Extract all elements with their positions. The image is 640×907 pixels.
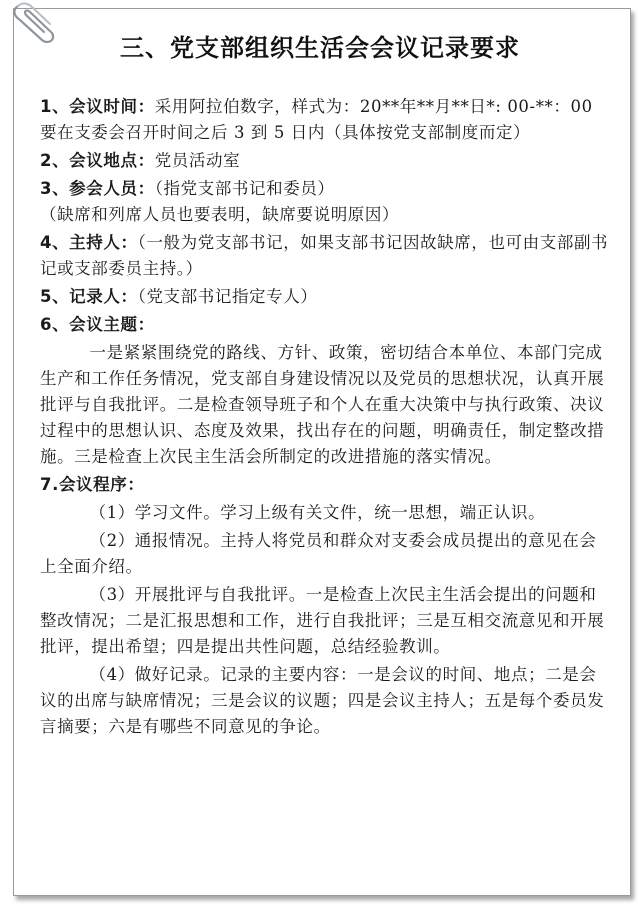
document-title: 三、党支部组织生活会会议记录要求 [120,34,520,62]
item-text: （缺席和列席人员也要表明，缺席要说明原因） [40,205,400,224]
item-meeting-place [40,148,610,174]
procedure-heading-label: 7.会议程序： [40,475,145,494]
item-theme [40,312,610,338]
item-label: 1、会议时间： [40,97,155,116]
item-recorder [40,284,610,310]
paperclip-icon [8,0,58,46]
item-text: （一般为党支部书记，如果支部书记因故缺席，也可由支部副书记或支部委员主持。） [40,233,609,278]
item-text: （指党支部书记和委员） [154,179,335,198]
item-host [40,230,610,282]
procedure-item: （3）开展批评与自我批评。一是检查上次民主生活会提出的问题和整改情况；二是汇报思想和工作，进行自我批评；三是互相交流意见和开展批评，提出希望；四是提出共性问题，总结经验教训。 [40,585,605,656]
item-attendees [40,176,610,202]
procedure-item: （4）做好记录。记录的主要内容：一是会议的时间、地点；二是会议的出席与缺席情况；三是会议的议题；四是会议主持人；五是每个委员发言摘要；六是有哪些不同意见的争论。 [40,665,605,736]
document-body [40,94,610,742]
item-text: 采用阿拉伯数字，样式为：20**年**月**日*: 00-**：00 要在支委会召开时间之后 3 到 5 日内（具体按党支部制度而定） [40,97,593,142]
item-text: 党员活动室 [154,151,241,170]
item-label: 2、会议地点： [40,151,155,170]
item-label: 3、参会人员： [40,179,155,198]
theme-paragraph: 一是紧紧围绕党的路线、方针、政策，密切结合本单位、本部门完成生产和工作任务情况，党支部自身建设情况以及党员的思想状况，认真开展批评与自我批评。二是检查领导班子和个人在重大决策中与执行政策、决议过程中的思想认识、态度及效果，找出存在的问题，明确责任，制定整改措施。三是检查上次民主生活会所制定的改进措施的落实情况。 [40,343,605,466]
item-label: 4、主持人： [40,233,138,252]
item-text: （党支部书记指定专人） [137,287,318,306]
item-attendees-note [40,202,610,228]
procedure-item: （2）通报情况。主持人将党员和群众对支委会成员提出的意见在会上全面介绍。 [40,531,597,576]
procedure-heading [40,472,610,498]
item-label: 5、记录人： [40,287,138,306]
procedure-item: （1）学习文件。学习上级有关文件，统一思想，端正认识。 [89,503,546,522]
item-meeting-time [40,94,610,146]
item-label: 6、会议主题： [40,315,155,334]
